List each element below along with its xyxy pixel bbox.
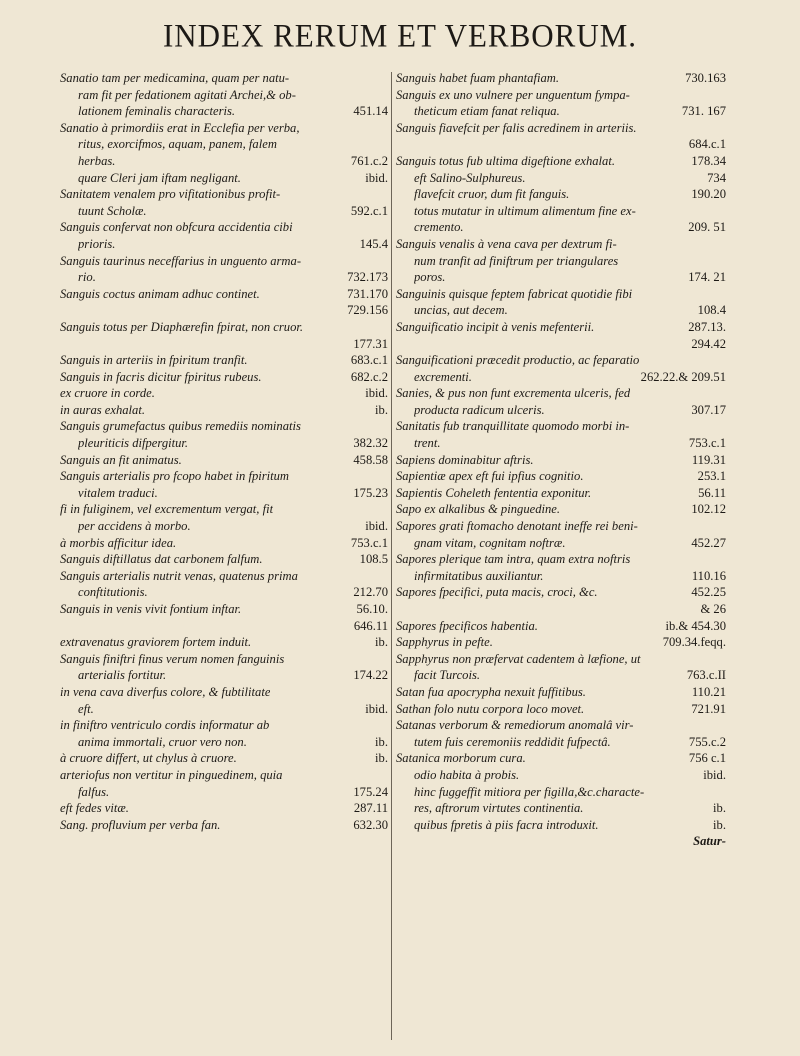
left-entry-line <box>60 634 388 651</box>
left-entry-line <box>60 667 388 684</box>
page-reference: ib.& 454.30 <box>665 618 726 633</box>
entry-text: falfus. <box>78 784 110 799</box>
right-entry-line <box>396 535 726 552</box>
entry-text: à cruore differt, ut chylus à cruore. <box>60 751 237 766</box>
entry-text: Sanguis in venis vivit fontium inftar. <box>60 602 242 616</box>
entry-text: Sapientis Coheleth fententia exponitur. <box>396 485 592 500</box>
entry-text: arteriofus non vertitur in pinguedinem, quia <box>60 767 283 782</box>
left-entry-line <box>60 236 388 253</box>
page-reference: ibid. <box>365 519 388 534</box>
right-entry-line <box>396 734 726 751</box>
page-reference: 592.c.1 <box>350 203 388 218</box>
right-entry-line <box>396 203 726 220</box>
left-entry-line <box>60 734 388 751</box>
left-entry-line <box>60 435 388 452</box>
page-reference: 177.31 <box>353 336 388 351</box>
left-column <box>60 70 388 833</box>
entry-text: cremento. <box>414 220 464 235</box>
entry-text: Sanatio à primordiis erat in Ecclefia per verba, <box>60 120 300 135</box>
entry-text: tutem fuis ceremoniis reddidit fufpectâ. <box>414 734 611 749</box>
page-reference: 190.20 <box>691 187 726 202</box>
left-entry-line <box>60 103 388 120</box>
entry-text: in vena cava diverfus colore, & fubtilitate <box>60 684 271 699</box>
page-reference: 451.14 <box>353 104 388 119</box>
page-reference: 287.13. <box>688 319 726 334</box>
right-entry-line <box>396 468 726 485</box>
page-reference: 753.c.1 <box>688 436 726 451</box>
entry-text: Sanguis totus per Diaphærefin fpirat, non cruor. <box>60 319 304 334</box>
right-entry-line <box>396 136 726 153</box>
right-entry-line <box>396 767 726 784</box>
page-reference: 731. 167 <box>681 104 726 119</box>
page-reference: ib. <box>713 801 726 816</box>
entry-text: producta radicum ulceris. <box>414 402 545 417</box>
page-reference: 646.11 <box>353 618 388 633</box>
entry-text: vitalem traduci. <box>78 485 158 500</box>
entry-text: Sanguis an fit animatus. <box>60 452 182 467</box>
left-entry-line <box>60 618 388 635</box>
entry-text: ritus, exorcifmos, aquam, panem, falem <box>78 137 277 152</box>
left-entry-line <box>60 551 388 568</box>
page-reference: 294.42 <box>691 336 726 351</box>
entry-text: Satanas verborum & remediorum anomalâ vir- <box>396 718 634 733</box>
right-entry-line <box>396 551 726 568</box>
page-reference: ib. <box>375 734 388 749</box>
left-entry-line <box>60 784 388 801</box>
page-reference: ibid. <box>365 386 388 401</box>
left-entry-line <box>60 286 388 303</box>
right-entry-line <box>396 236 726 253</box>
page-reference: 382.32 <box>353 436 388 451</box>
entry-text: Sapiens dominabitur aftris. <box>396 452 534 467</box>
entry-text: Sapores plerique tam intra, quam extra noftris <box>396 552 631 567</box>
entry-text: Sanguis arterialis pro fcopo habet in fpiritum <box>60 469 290 484</box>
entry-text: Sang. profluvium per verba fan. <box>60 817 221 832</box>
right-entry-line <box>396 369 726 386</box>
entry-text: Sapphyrus in pefte. <box>396 635 493 650</box>
right-entry-line <box>396 385 726 402</box>
page-reference: 110.16 <box>691 568 726 583</box>
entry-text: rio. <box>78 270 96 285</box>
left-entry-line <box>60 518 388 535</box>
left-entry-line <box>60 817 388 834</box>
page-reference: 763.c.II <box>686 668 726 683</box>
right-entry-line <box>396 684 726 701</box>
entry-text: herbas. <box>78 153 116 168</box>
page-reference: 452.25 <box>691 585 726 600</box>
page-reference: ib. <box>375 402 388 417</box>
entry-text: Sanguis fiavefcit per falis acredinem in arteriis. <box>396 120 637 135</box>
entry-text: Sanitatis fub tranquillitate quomodo morbi in- <box>396 419 630 434</box>
right-entry-line <box>396 800 726 817</box>
page-reference: 452.27 <box>691 535 726 550</box>
entry-text: theticum etiam fanat reliqua. <box>414 104 560 119</box>
entry-text: quibus fpretis à piis facra introduxit. <box>414 817 599 832</box>
right-entry-line <box>396 269 726 286</box>
catchword: Satur- <box>693 834 726 849</box>
right-entry-line <box>396 584 726 601</box>
page-reference: 682.c.2 <box>350 369 388 384</box>
page-reference: 119.31 <box>691 452 726 467</box>
entry-text: Sathan folo nutu corpora loco movet. <box>396 701 585 716</box>
entry-text: odio habita à probis. <box>414 767 520 782</box>
entry-text: Sapores fpecifici, puta macis, croci, &c. <box>396 585 598 600</box>
left-entry-line <box>60 750 388 767</box>
page-reference: 110.21 <box>691 684 726 699</box>
entry-text: eft. <box>78 701 94 716</box>
page-reference: ib. <box>375 751 388 766</box>
entry-text: eft fedes vitæ. <box>60 801 129 816</box>
left-entry-line <box>60 336 388 353</box>
page-reference: 632.30 <box>353 817 388 832</box>
right-entry-line <box>396 319 726 336</box>
entry-text: infirmitatibus auxiliantur. <box>414 568 544 583</box>
page-reference: ibid. <box>365 170 388 185</box>
right-entry-line <box>396 253 726 270</box>
page-reference: 209. 51 <box>688 220 726 235</box>
page-reference: ibid. <box>703 767 726 782</box>
entry-text: quare Cleri jam iftam negligant. <box>78 170 241 185</box>
entry-text: Sapientiæ apex eft fui ipfius cognitio. <box>396 469 584 484</box>
entry-text: prioris. <box>78 236 116 251</box>
entry-text: tuunt Scholæ. <box>78 203 147 218</box>
entry-text: Sanguis taurinus neceffarius in unguento arma- <box>60 253 302 268</box>
page-reference: 108.4 <box>697 303 726 318</box>
right-entry-line <box>396 651 726 668</box>
entry-text: fi in fuliginem, vel excrementum vergat, fit <box>60 502 274 517</box>
entry-text: ram fit per fedationem agitati Archei,& ob- <box>78 87 296 102</box>
entry-text: Sapores grati ftomacho denotant ineffe rei beni- <box>396 519 638 534</box>
left-entry-line <box>60 584 388 601</box>
left-entry-line <box>60 501 388 518</box>
entry-text: Satanica morborum cura. <box>396 751 526 766</box>
right-column <box>396 70 726 850</box>
left-entry-line <box>60 136 388 153</box>
left-entry-line <box>60 800 388 817</box>
left-entry-line <box>60 468 388 485</box>
entry-text: flavefcit cruor, dum fit fanguis. <box>414 187 570 202</box>
right-entry-line <box>396 87 726 104</box>
left-entry-line <box>60 269 388 286</box>
page-reference: & 26 <box>700 602 726 616</box>
page-reference: 683.c.1 <box>350 353 388 368</box>
entry-text: ex cruore in corde. <box>60 386 155 401</box>
right-entry-line <box>396 120 726 137</box>
entry-text: Sanguis in facris dicitur fpiritus rubeus. <box>60 369 262 384</box>
entry-text: per accidens à morbo. <box>78 519 191 534</box>
entry-text: in finiftro ventriculo cordis informatur ab <box>60 718 270 733</box>
entry-text: trent. <box>414 436 441 451</box>
entry-text: Sanguificationi præcedit productio, ac feparatio <box>396 353 640 368</box>
entry-text: Sapores fpecificos habentia. <box>396 618 538 633</box>
entry-text: facit Turcois. <box>414 668 481 683</box>
entry-text: Sanguis venalis à vena cava per dextrum fi- <box>396 236 617 251</box>
left-entry-line <box>60 87 388 104</box>
entry-text: Sanguinis quisque feptem fabricat quotidie fibi <box>396 286 633 301</box>
left-entry-line <box>60 70 388 87</box>
entry-text: res, aftrorum virtutes continentia. <box>414 801 584 816</box>
page-reference: 145.4 <box>359 236 388 251</box>
right-entry-line <box>396 186 726 203</box>
left-entry-line <box>60 601 388 618</box>
entry-text: Sanies, & pus non funt excrementa ulceris, fed <box>396 386 631 401</box>
page-reference: 753.c.1 <box>350 535 388 550</box>
entry-text: conftitutionis. <box>78 585 148 600</box>
column-divider <box>391 72 392 1040</box>
right-entry-line <box>396 667 726 684</box>
entry-text: num tranfit ad finiftrum per triangulares <box>414 253 619 268</box>
right-entry-line <box>396 634 726 651</box>
page-reference: ib. <box>375 635 388 650</box>
right-entry-line <box>396 302 726 319</box>
entry-text: Sanguis diftillatus dat carbonem falfum. <box>60 552 263 567</box>
page-reference: 755.c.2 <box>688 734 726 749</box>
page-reference: 721.91 <box>691 701 726 716</box>
entry-text: à morbis afficitur idea. <box>60 535 177 550</box>
page-reference: 102.12 <box>691 502 726 517</box>
page-reference: 175.24 <box>353 784 388 799</box>
left-entry-line <box>60 302 388 319</box>
entry-text: Sanguis confervat non obfcura accidentia cibi <box>60 220 293 235</box>
page-reference: 174. 21 <box>688 270 726 285</box>
left-entry-line <box>60 651 388 668</box>
left-entry-line <box>60 385 388 402</box>
entry-text: anima immortali, cruor vero non. <box>78 734 247 749</box>
right-entry-line <box>396 452 726 469</box>
entry-text: pleuriticis difpergitur. <box>78 436 189 451</box>
page-reference: ib. <box>713 817 726 832</box>
right-entry-line <box>396 601 726 618</box>
page-reference: 709.34.feqq. <box>662 635 726 650</box>
entry-text: Sanguis in arteriis in fpiritum tranfit. <box>60 353 248 368</box>
left-entry-line <box>60 253 388 270</box>
left-entry-line <box>60 120 388 137</box>
page-reference: 56.10. <box>356 602 388 616</box>
entry-text: totus mutatur in ultimum alimentum fine ex- <box>414 203 636 218</box>
page-header: INDEX RERUM ET VERBORUM. <box>162 17 638 54</box>
right-entry-line <box>396 286 726 303</box>
page-reference: 734 <box>707 170 726 185</box>
right-entry-line <box>396 170 726 187</box>
entry-text: extravenatus graviorem fortem induit. <box>60 635 252 650</box>
entry-text: poros. <box>414 270 446 285</box>
entry-text: Sanguificatio incipit à venis mefenterii. <box>396 319 595 334</box>
entry-text: excrementi. <box>414 369 472 384</box>
entry-text: Sanitatem venalem pro vifitationibus profit- <box>60 187 281 202</box>
right-entry-line <box>396 219 726 236</box>
page-reference: 175.23 <box>353 485 388 500</box>
left-entry-line <box>60 153 388 170</box>
right-entry-line <box>396 784 726 801</box>
entry-text: gnam vitam, cognitam noftræ. <box>414 535 566 550</box>
right-entry-line <box>396 153 726 170</box>
entry-text: Sanguis habet fuam phantafiam. <box>396 71 560 85</box>
entry-text: Sapphyrus non præfervat cadentem à læfione, ut <box>396 651 641 666</box>
left-entry-line <box>60 767 388 784</box>
right-entry-line <box>396 750 726 767</box>
entry-text: Sanguis finiftri finus verum nomen fanguinis <box>60 651 285 666</box>
page-reference: 262.22.& 209.51 <box>640 369 726 384</box>
right-entry-line <box>396 618 726 635</box>
right-entry-line <box>396 70 726 87</box>
right-entry-line <box>396 402 726 419</box>
right-entry-line <box>396 568 726 585</box>
entry-text: hinc fuggeffit mitiora per figilla,&c.characte- <box>414 784 645 799</box>
entry-text: in auras exhalat. <box>60 402 146 417</box>
right-entry-line <box>396 336 726 353</box>
entry-text: Satan fua apocrypha nexuit fuffitibus. <box>396 684 586 699</box>
page-reference: 287.11 <box>353 801 388 816</box>
page-reference: ibid. <box>365 701 388 716</box>
left-entry-line <box>60 402 388 419</box>
left-entry-line <box>60 568 388 585</box>
page-reference: 730.163 <box>685 71 726 85</box>
right-entry-line <box>396 418 726 435</box>
left-entry-line <box>60 535 388 552</box>
entry-text: arterialis fortitur. <box>78 668 167 683</box>
entry-text: lationem feminalis characteris. <box>78 104 236 119</box>
left-entry-line <box>60 352 388 369</box>
right-entry-line <box>396 817 726 834</box>
entry-text: Sapo ex alkalibus & pinguedine. <box>396 502 561 517</box>
page-reference: 756 c.1 <box>688 751 726 766</box>
page-reference: 56.11 <box>698 485 726 500</box>
left-entry-line <box>60 418 388 435</box>
entry-text: Sanguis ex uno vulnere per unguentum fympa- <box>396 87 630 102</box>
left-entry-line <box>60 684 388 701</box>
right-entry-line <box>396 352 726 369</box>
left-entry-line <box>60 219 388 236</box>
right-entry-line <box>396 717 726 734</box>
left-entry-line <box>60 319 388 336</box>
entry-text: Sanguis grumefactus quibus remediis nominatis <box>60 419 301 434</box>
left-entry-line <box>60 170 388 187</box>
page-reference: 178.34 <box>691 153 726 168</box>
left-entry-line <box>60 717 388 734</box>
entry-text: Sanguis arterialis nutrit venas, quatenus prima <box>60 568 298 583</box>
page-reference: 307.17 <box>691 402 726 417</box>
page-reference: 174.22 <box>353 668 388 683</box>
right-entry-line <box>396 435 726 452</box>
page-reference: 761.c.2 <box>350 153 388 168</box>
page-reference: 731.170 <box>347 286 388 301</box>
entry-text: uncias, aut decem. <box>414 303 508 318</box>
left-entry-line <box>60 485 388 502</box>
left-entry-line <box>60 369 388 386</box>
page-reference: 108.5 <box>359 552 388 567</box>
right-entry-line <box>396 103 726 120</box>
page-reference: 253.1 <box>697 469 726 484</box>
right-entry-line <box>396 485 726 502</box>
page-reference: 212.70 <box>353 585 388 600</box>
entry-text: Sanguis totus fub ultima digeftione exhalat. <box>396 153 615 168</box>
page-reference: 684.c.1 <box>688 137 726 152</box>
entry-text: eft Salino-Sulphureus. <box>414 170 526 185</box>
entry-text: Sanguis coctus animam adhuc continet. <box>60 286 260 301</box>
right-entry-line <box>396 701 726 718</box>
left-entry-line <box>60 701 388 718</box>
left-entry-line <box>60 203 388 220</box>
entry-text: Sanatio tam per medicamina, quam per natu- <box>60 71 290 85</box>
page-reference: 458.58 <box>353 452 388 467</box>
left-entry-line <box>60 186 388 203</box>
right-entry-line <box>396 518 726 535</box>
left-entry-line <box>60 452 388 469</box>
page-reference: 732.173 <box>347 270 388 285</box>
page-reference: 729.156 <box>347 303 388 318</box>
right-entry-line <box>396 501 726 518</box>
